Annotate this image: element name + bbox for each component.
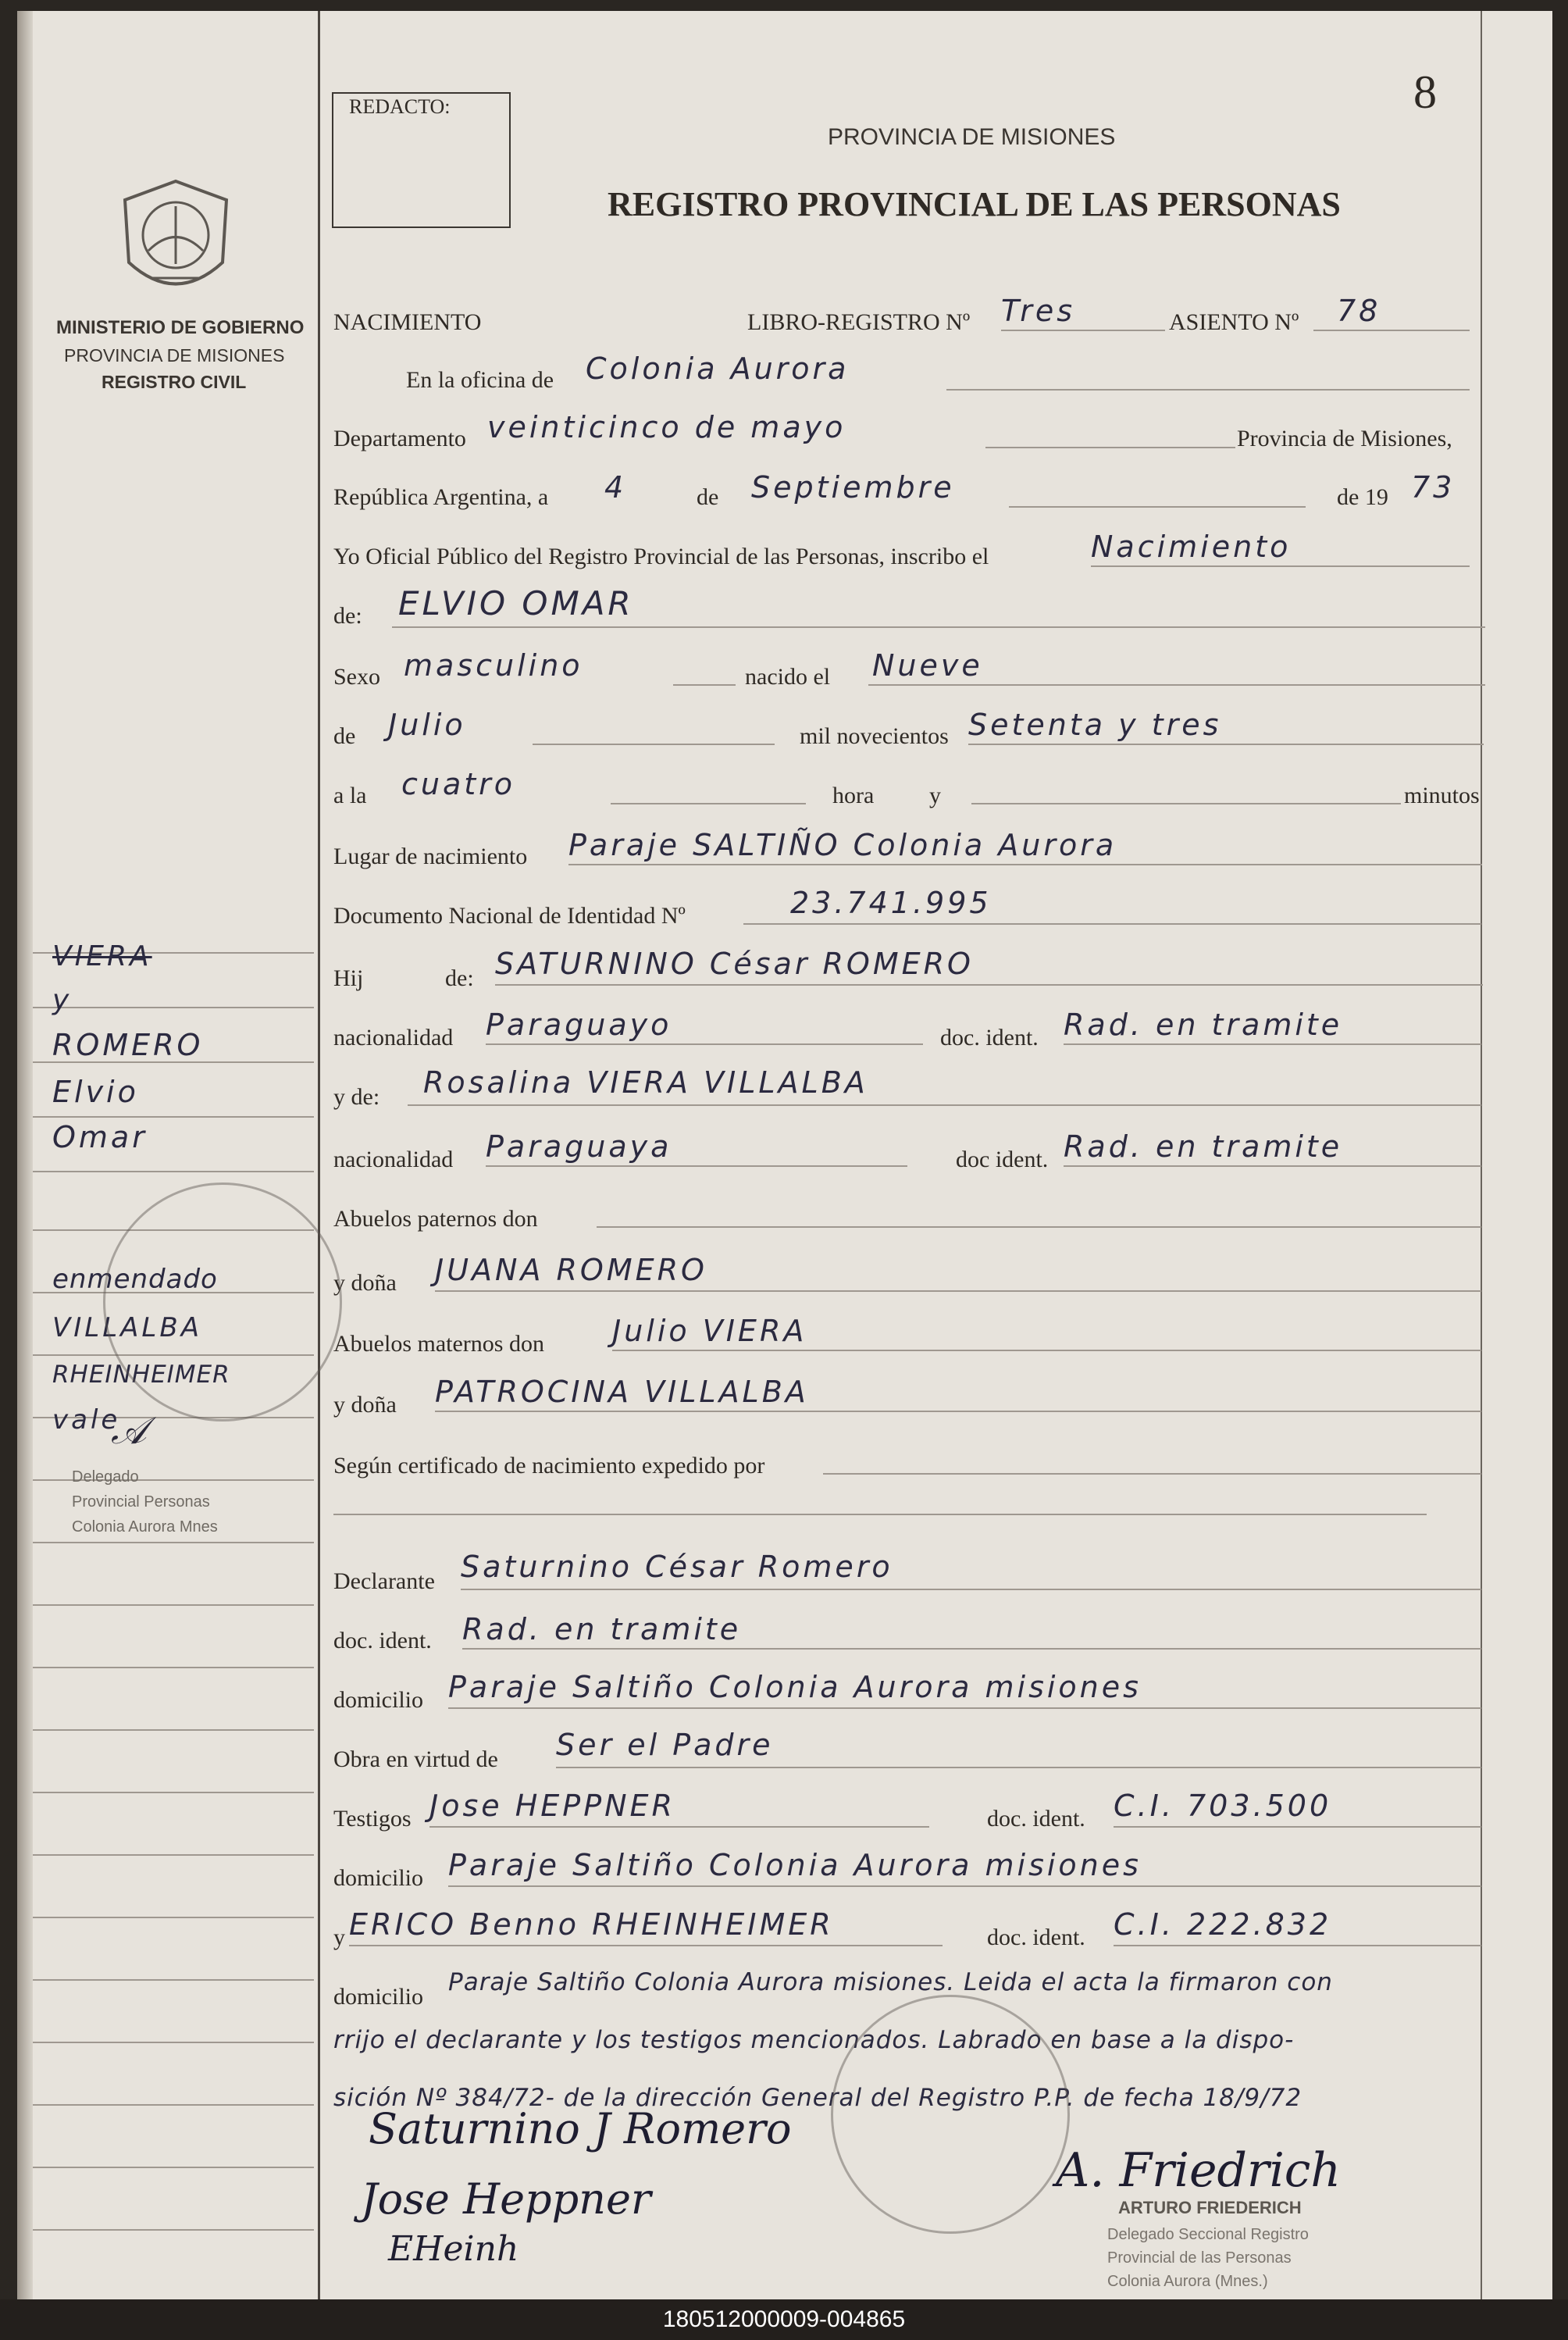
fill-line [1091,565,1470,567]
margin-line [33,1729,314,1731]
mil-label: mil novecientos [800,723,949,749]
margin-note-5: Omar [52,1120,148,1154]
fill-line [823,1473,1481,1475]
libro-label: LIBRO-REGISTRO Nº [747,309,971,335]
fill-line [1064,1165,1481,1167]
fill-line [985,447,1235,448]
fill-line [1001,330,1165,331]
fill-line [971,803,1401,804]
testigo2-signature: EHeinh [388,2229,519,2269]
domicilio1-value: Paraje Saltiño Colonia Aurora misiones [448,1670,1142,1704]
margin-line [33,2104,314,2106]
dni-label: Documento Nacional de Identidad Nº [333,903,686,929]
fill-line [597,1226,1481,1228]
ydona1-label: y doña [333,1270,397,1296]
hora-label: hora [832,783,875,808]
yde-label: y de: [333,1084,380,1110]
nacimiento-label: NACIMIENTO [333,309,482,335]
document-id-footer [0,2299,1568,2340]
abuelos-mat-label: Abuelos maternos don [333,1331,544,1357]
document-page [17,11,1552,2299]
margin-signature: 𝒜 [111,1409,147,1453]
redacto-label: REDACTO: [349,95,451,118]
province-heading: PROVINCIA DE MISIONES [828,124,1116,150]
declarante-value: Saturnino César Romero [461,1550,893,1584]
docident4-value: C.I. 703.500 [1114,1789,1332,1823]
domicilio2-value: Paraje Saltiño Colonia Aurora misiones [448,1848,1142,1882]
docident2-label: doc ident. [956,1147,1049,1172]
margin-stamp-2: Provincial Personas [72,1493,210,1511]
book-binding [17,11,33,2299]
de-label: de [697,484,719,510]
declarante-label: Declarante [333,1568,435,1594]
testigo1-value: Jose HEPPNER [429,1789,675,1823]
nac1-label: nacionalidad [333,1025,454,1051]
margin-rule [318,11,320,2299]
grandmother-mat-value: PATROCINA VILLALBA [435,1375,809,1409]
official-role: Delegado Seccional Registro [1107,2226,1309,2243]
official-name: ARTURO FRIEDERICH [1118,2198,1302,2217]
margin-line [33,1854,314,1856]
official-place: Colonia Aurora (Mnes.) [1107,2273,1268,2290]
fill-line [743,923,1481,925]
fill-line [461,1589,1481,1590]
page-number: 8 [1413,66,1437,118]
obra-value: Ser el Padre [556,1728,774,1762]
domicilio1-label: domicilio [333,1687,423,1713]
oficina-value: Colonia Aurora [586,351,850,386]
official-stamp-margin [103,1182,342,1421]
fill-line [392,626,1485,628]
nacido-value: Nueve [872,648,983,683]
docident3-label: doc. ident. [333,1628,432,1653]
dni-value: 23.741.995 [790,886,992,920]
margin-line [33,1116,314,1118]
note-line3: sición Nº 384/72- de la dirección General del Registro P.P. de fecha 18/9/72 [333,2084,1303,2112]
docident1-value: Rad. en tramite [1064,1008,1343,1042]
de-month-label: de [333,723,356,749]
sexo-label: Sexo [333,664,380,690]
nac2-label: nacionalidad [333,1147,454,1172]
fill-line [448,1707,1481,1709]
fill-line [448,1885,1481,1887]
nacido-label: nacido el [745,664,831,690]
document-id: 180512000009-004865 [662,2306,906,2332]
fill-line [968,744,1484,745]
y-label2: y [333,1924,345,1950]
inscribo-value: Nacimiento [1091,530,1292,564]
segun-label: Según certificado de nacimiento expedido por [333,1453,765,1479]
fill-line [1313,330,1470,331]
nac2-value: Paraguaya [486,1129,672,1164]
margin-note-4: Elvio [52,1075,139,1109]
fill-line [612,1350,1481,1351]
margin-note-2: y [52,984,73,1016]
declarante-signature: Saturnino J Romero [369,2104,792,2153]
year-label: de 19 [1337,484,1388,510]
margin-line [33,2042,314,2043]
margin-line [33,1542,314,1543]
grandmother-pat-value: JUANA ROMERO [435,1253,707,1287]
name-value: ELVIO OMAR [398,584,634,622]
official-stamp-bottom [831,1995,1070,2234]
fill-line [429,1826,929,1828]
docident5-value: C.I. 222.832 [1114,1907,1332,1942]
margin-stamp-3: Colonia Aurora Mnes [72,1518,218,1536]
margin-note-6: enmendado [52,1264,218,1295]
father-value: SATURNINO César ROMERO [495,947,974,981]
margin-line [33,1171,314,1172]
fill-line [435,1290,1481,1292]
ala-label: a la [333,783,367,808]
margin-line [33,1917,314,1918]
margin-note-7: VILLALBA [52,1312,202,1343]
fill-line [435,1411,1481,1412]
coat-of-arms-icon [117,177,234,309]
seal-province: PROVINCIA DE MISIONES [64,345,285,366]
departamento-value: veinticinco de mayo [487,410,846,444]
fill-line [1114,1826,1481,1828]
republica-label: República Argentina, a [333,484,549,510]
margin-stamp-1: Delegado [72,1468,139,1486]
fill-line [611,803,806,804]
fill-line [486,1165,907,1167]
margin-line [33,1792,314,1793]
minutos-label: minutos [1404,783,1480,808]
docident2-value: Rad. en tramite [1064,1129,1343,1164]
seal-ministry: MINISTERIO DE GOBIERNO [56,317,305,338]
margin-note-9: vale [52,1404,121,1436]
hij-de-label: de: [445,965,474,991]
month-value: Septiembre [751,470,955,505]
birth-month-value: Julio [388,708,466,742]
margin-note-8: RHEINHEIMER [52,1361,230,1389]
hij-label: Hij [333,965,364,991]
y-label: y [929,783,941,808]
domicilio3-label: domicilio [333,1984,423,2010]
note-line2: rrijo el declarante y los testigos mencionados. Labrado en base a la dispo- [333,2026,1295,2054]
hour-value: cuatro [401,767,516,801]
mil-value: Setenta y tres [968,708,1222,742]
fill-line [946,389,1470,391]
sexo-value: masculino [404,648,583,683]
grandfather-mat-value: Julio VIERA [612,1314,807,1348]
ydona2-label: y doña [333,1392,397,1418]
margin-line [33,2167,314,2168]
margin-line [33,1007,314,1008]
fill-line [1009,506,1306,508]
domicilio3-value: Paraje Saltiño Colonia Aurora misiones. Leida el acta la firmaron con [448,1968,1333,1996]
oficina-label: En la oficina de [406,367,554,393]
official-signature: A. Friedrich [1056,2143,1342,2198]
fill-line [533,744,775,745]
fill-line [556,1767,1481,1768]
margin-note-3: ROMERO [52,1028,204,1062]
lugar-label: Lugar de nacimiento [333,844,528,869]
fill-line [408,1104,1481,1106]
lugar-value: Paraje SALTIÑO Colonia Aurora [568,828,1117,862]
fill-line [868,684,1485,686]
margin-note-1: VIERA [52,940,152,972]
asiento-label: ASIENTO Nº [1169,309,1299,335]
fill-line [673,684,736,686]
margin-line [33,1667,314,1668]
abuelos-pat-label: Abuelos paternos don [333,1206,538,1232]
margin-line [33,1979,314,1981]
mother-value: Rosalina VIERA VILLALBA [423,1065,868,1100]
right-rule [1481,11,1482,2299]
libro-value: Tres [1001,294,1076,328]
margin-line [33,2229,314,2231]
year-value: 73 [1411,470,1456,505]
docident3-value: Rad. en tramite [462,1612,742,1646]
testigo1-signature: Jose Heppner [361,2174,651,2224]
nac1-value: Paraguayo [486,1008,672,1042]
domicilio2-label: domicilio [333,1865,423,1891]
seal-registry: REGISTRO CIVIL [102,372,247,392]
docident1-label: doc. ident. [940,1025,1039,1051]
fill-line [568,864,1482,865]
registry-title: REGISTRO PROVINCIAL DE LAS PERSONAS [608,185,1341,223]
day-value: 4 [604,470,627,505]
official-role-2: Provincial de las Personas [1107,2249,1292,2267]
provincia-suffix: Provincia de Misiones, [1237,426,1452,451]
docident5-label: doc. ident. [987,1924,1085,1950]
fill-line [1114,1945,1481,1946]
docident4-label: doc. ident. [987,1806,1085,1832]
de-colon: de: [333,603,362,629]
obra-label: Obra en virtud de [333,1746,498,1772]
fill-line [1064,1043,1481,1045]
fill-line [349,1945,943,1946]
asiento-value: 78 [1337,294,1381,328]
fill-line [486,1043,923,1045]
testigos-label: Testigos [333,1806,412,1832]
fill-line [462,1648,1481,1650]
departamento-label: Departamento [333,426,466,451]
oficial-text: Yo Oficial Público del Registro Provincial de las Personas, inscribo el [333,544,989,569]
testigo2-value: ERICO Benno RHEINHEIMER [349,1907,834,1942]
margin-line [33,1604,314,1606]
fill-line [495,984,1483,986]
fill-line [333,1514,1427,1515]
